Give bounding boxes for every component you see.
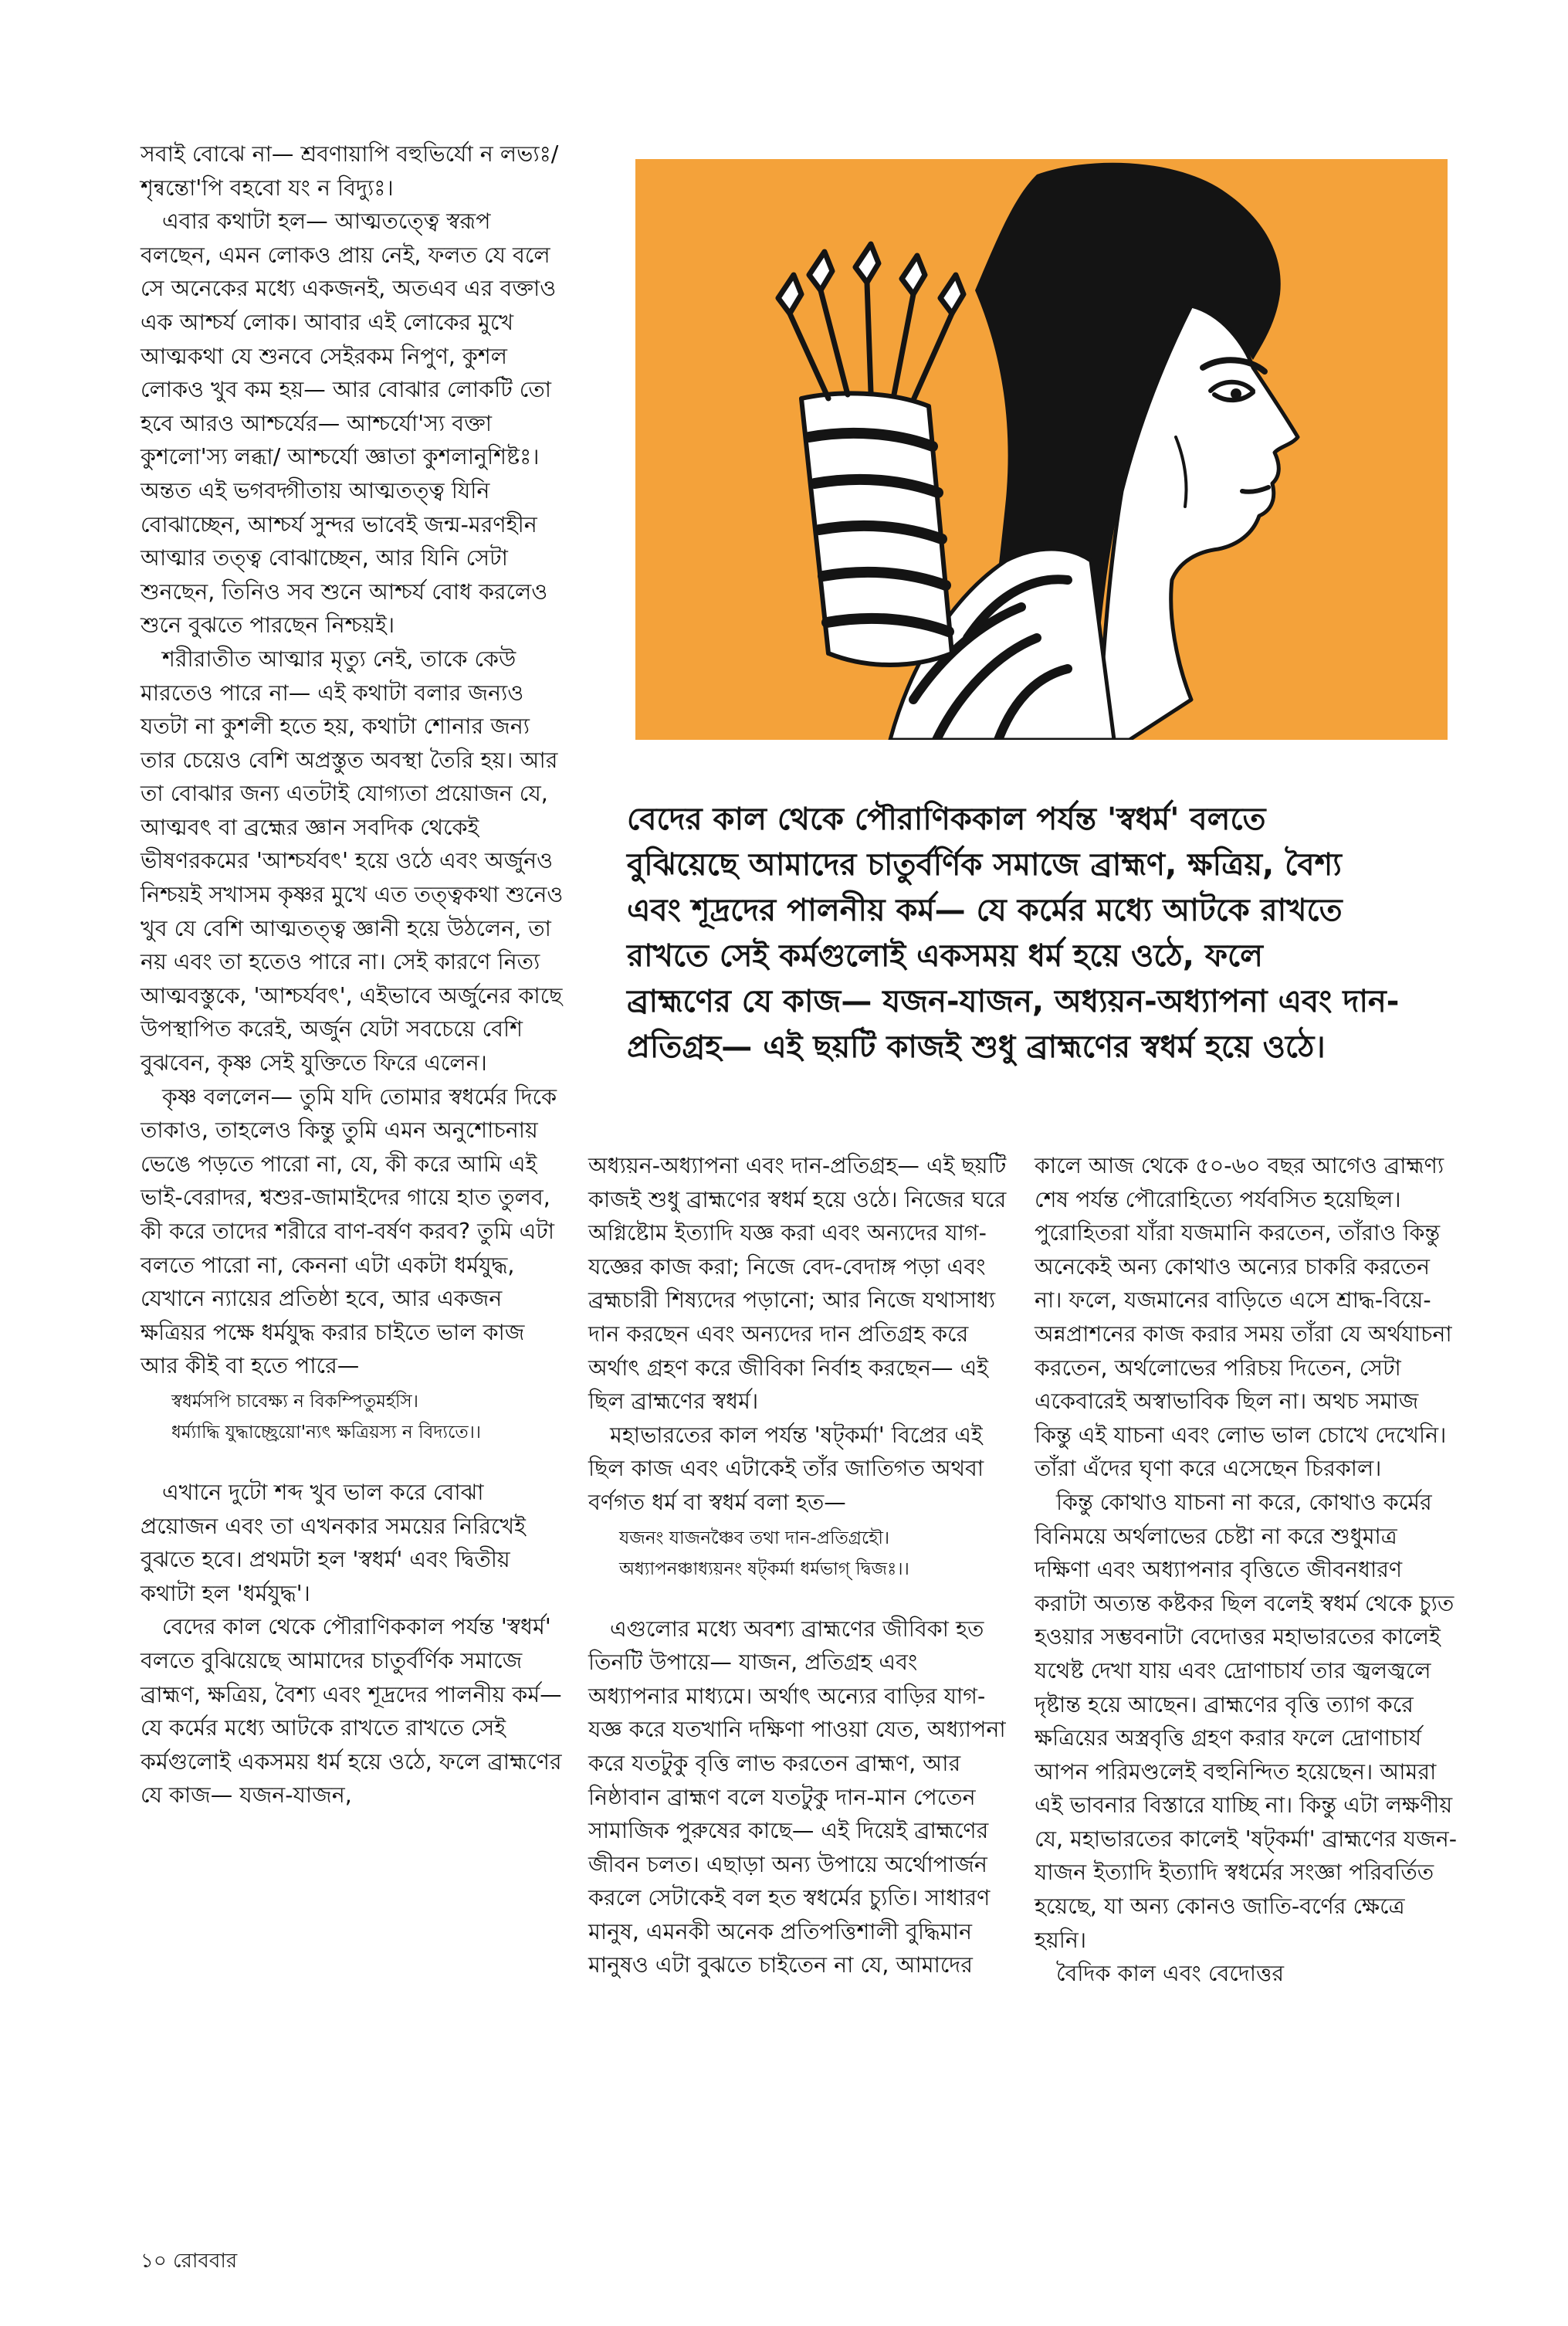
verse-line: ধর্ম্যাদ্ধি যুদ্ধাচ্ছ্রেয়ো'ন্যৎ ক্ষত্রিয়স্য ন বিদ্যতে।। bbox=[171, 1422, 482, 1443]
paragraph: এগুলোর মধ্যে অবশ্য ব্রাহ্মণের জীবিকা হত তিনটি উপায়ে— যাজন, প্রতিগ্রহ এবং অধ্যাপনার মাধ্যমে। অর্থাৎ অন্যের বাড়ির যাগ-যজ্ঞ করে যতখানি দক্ষিণা পাওয়া যেত, অধ্যাপনা করে যতটুকু বৃত্তি লাভ করতেন ব্রাহ্মণ, আর নিষ্ঠাবান ব্রাহ্মণ বলে যতটুকু দান-মান পেতেন সামাজিক পুরুষের কাছে— এই দিয়েই ব্রাহ্মণের জীবন চলত। এছাড়া অন্য উপায়ে অর্থোপার্জন করলে সেটাকেই বল হত স্বধর্মের চ্যুতি। সাধারণ মানুষ, এমনকী অনেক প্রতিপত্তিশালী বুদ্ধিমান মানুষও এটা বুঝতে চাইতেন না যে, আমাদের bbox=[588, 1616, 1006, 1978]
pull-quote bbox=[627, 797, 1476, 1070]
paragraph: কৃষ্ণ বললেন— তুমি যদি তোমার স্বধর্মের দিকে তাকাও, তাহলেও কিন্তু তুমি এমন অনুশোচনায় ভেঙে পড়তে পারো না, যে, কী করে আমি এই ভাই-বেরাদর, শ্বশুর-জামাইদের গায়ে হাত তুলব, কী করে তাদের শরীরে বাণ-বর্ষণ করব? তুমি এটা বলতে পারো না, কেননা এটা একটা ধর্মযুদ্ধ, যেখানে ন্যায়ের প্রতিষ্ঠা হবে, আর একজন ক্ষত্রিয়র পক্ষে ধর্মযুদ্ধ করার চাইতে ভাল কাজ আর কীই বা হতে পারে— bbox=[141, 1083, 557, 1379]
pupil bbox=[1231, 388, 1241, 399]
pull-quote-line: রাখতে সেই কর্মগুলোই একসময় ধর্ম হয়ে ওঠে, ফলে bbox=[627, 938, 1263, 974]
pull-quote-line: বুঝিয়েছে আমাদের চাতুর্বর্ণিক সমাজে ব্রাহ্মণ, ক্ষত্রিয়, বৈশ্য bbox=[627, 847, 1342, 883]
paragraph: এখানে দুটো শব্দ খুব ভাল করে বোঝা প্রয়োজন এবং তা এখনকার সময়ের নিরিখেই বুঝতে হবে। প্রথমটা হল 'স্বধর্ম' এবং দ্বিতীয় কথাটা হল 'ধর্মযুদ্ধ'। bbox=[141, 1479, 526, 1606]
paragraph: সবাই বোঝে না— শ্রবণায়াপি বহুভির্যো ন লভ্যঃ/ শৃন্বন্তো'পি বহবো যং ন বিদ্যুঃ। bbox=[141, 141, 559, 201]
pull-quote-line: এবং শূদ্রদের পালনীয় কর্ম— যে কর্মের মধ্যে আটকে রাখতে bbox=[627, 893, 1343, 928]
left-column bbox=[141, 137, 564, 1812]
paragraph: কিন্তু কোথাও যাচনা না করে, কোথাও কর্মের বিনিময়ে অর্থলাভের চেষ্টা না করে শুধুমাত্র দক্ষিণা এবং অধ্যাপনার বৃত্তিতে জীবনধারণ করাটা অত্যন্ত কষ্টকর ছিল বলেই স্বধর্ম থেকে চ্যুত হওয়ার সম্ভবনাটা বেদোত্তর মহাভারতের কালেই যথেষ্ট দেখা যায় এবং দ্রোণাচার্য তার জ্বলজ্বলে দৃষ্টান্ত হয়ে আছেন। ব্রাহ্মণের বৃত্তি ত্যাগ করে ক্ষত্রিয়ের অস্ত্রবৃত্তি গ্রহণ করার ফলে দ্রোণাচার্য আপন পরিমণ্ডলেই বহুনিন্দিত হয়েছেন। আমরা এই ভাবনার বিস্তারে যাচ্ছি না। কিন্তু এটা লক্ষণীয় যে, মহাভারতের কালেই 'ষট্‌কর্মা' ব্রাহ্মণের যজন-যাজন ইত্যাদি ইত্যাদি স্বধর্মের সংজ্ঞা পরিবর্তিত হয়েছে, যা অন্য কোনও জাতি-বর্ণের ক্ষেত্রে হয়নি। bbox=[1035, 1489, 1458, 1953]
paragraph: বৈদিক কাল এবং বেদোত্তর bbox=[1056, 1961, 1285, 1987]
paragraph: অধ্যয়ন-অধ্যাপনা এবং দান-প্রতিগ্রহ— এই ছয়টি কাজই শুধু ব্রাহ্মণের স্বধর্ম হয়ে ওঠে। নিজের ঘরে অগ্নিষ্টোম ইত্যাদি যজ্ঞ করা এবং অন্যদের যাগ-যজ্ঞের কাজ করা; নিজে বেদ-বেদাঙ্গ পড়া এবং ব্রহ্মচারী শিষ্যদের পড়ানো; আর নিজে যথাসাধ্য দান করছেন এবং অন্যদের দান প্রতিগ্রহ করে অর্থাৎ গ্রহণ করে জীবিকা নির্বাহ করছেন— এই ছিল ব্রাহ্মণের স্বধর্ম। bbox=[588, 1153, 1007, 1415]
pull-quote-line: প্রতিগ্রহ— এই ছয়টি কাজই শুধু ব্রাহ্মণের স্বধর্ম হয়ে ওঠে। bbox=[627, 1029, 1326, 1065]
illustration-archer-woman bbox=[635, 159, 1448, 740]
pull-quote-line: ব্রাহ্মণের যে কাজ— যজন-যাজন, অধ্যয়ন-অধ্যাপনা এবং দান- bbox=[627, 984, 1400, 1019]
pull-quote-line: বেদের কাল থেকে পৌরাণিককাল পর্যন্ত 'স্বধর্ম' বলতে bbox=[627, 802, 1266, 837]
page-folio: ১০ রোববার bbox=[141, 2250, 238, 2273]
paragraph: মহাভারতের কাল পর্যন্ত 'ষট্‌কর্মা' বিপ্রের এই ছিল কাজ এবং এটাকেই তাঁর জাতিগত অথবা বর্ণগত ধর্ম বা স্বধর্ম বলা হত— bbox=[588, 1422, 984, 1515]
paragraph: শরীরাতীত আত্মার মৃত্যু নেই, তাকে কেউ মারতেও পারে না— এই কথাটা বলার জন্যও যতটা না কুশলী হতে হয়, কথাটা শোনার জন্য তার চেয়েও বেশি অপ্রস্তুত অবস্থা তৈরি হয়। আর তা বোঝার জন্য এতটাই যোগ্যতা প্রয়োজন যে, আত্মবৎ বা ব্রহ্মের জ্ঞান সবদিক থেকেই ভীষণরকমের 'আশ্চর্যবৎ' হয়ে ওঠে এবং অর্জুনও নিশ্চয়ই সখাসম কৃষ্ণর মুখে এত তত্ত্বকথা শুনেও খুব যে বেশি আত্মতত্ত্ব জ্ঞানী হয়ে উঠলেন, তা নয় এবং তা হতেও পারে না। সেই কারণে নিত্য আত্মবস্তুকে, 'আশ্চর্যবৎ', এইভাবে অর্জুনের কাছে উপস্থাপিত করেই, অর্জুন যেটা সবচেয়ে বেশি বুঝবেন, কৃষ্ণ সেই যুক্তিতে ফিরে এলেন। bbox=[141, 646, 564, 1077]
verse-line: অধ্যাপনঞ্চাধ্যয়নং ষট্‌কর্মা ধর্মভাগ্‌ দ্বিজঃ।। bbox=[619, 1558, 909, 1579]
verse-line: যজনং যাজনঞ্চৈব তথা দান-প্রতিগ্রহৌ। bbox=[619, 1527, 890, 1548]
middle-column bbox=[588, 1149, 1011, 1982]
verse-line: স্বধর্মসপি চাবেক্ষ্য ন বিকম্পিতুমর্হসি। bbox=[171, 1391, 418, 1412]
right-column bbox=[1035, 1149, 1458, 1991]
sanskrit-verse bbox=[171, 1386, 564, 1448]
paragraph: এবার কথাটা হল— আত্মতত্ত্বে স্বরূপ বলছেন, এমন লোকও প্রায় নেই, ফলত যে বলে সে অনেকের মধ্যে একজনই, অতএব এর বক্তাও এক আশ্চর্য লোক। আবার এই লোকের মুখে আত্মকথা যে শুনবে সেইরকম নিপুণ, কুশল লোকও খুব কম হয়— আর বোঝার লোকটি তো হবে আরও আশ্চর্যের— আশ্চর্যো'স্য বক্তা কুশলো'স্য লব্ধা/ আশ্চর্যো জ্ঞাতা কুশলানুশিষ্টঃ। অন্তত এই ভগবদ্গীতায় আত্মতত্ত্ব যিনি বোঝাচ্ছেন, আশ্চর্য সুন্দর ভাবেই জন্ম-মরণহীন আত্মার তত্ত্ব বোঝাচ্ছেন, আর যিনি সেটা শুনছেন, তিনিও সব শুনে আশ্চর্য বোধ করলেও শুনে বুঝতে পারছেন নিশ্চয়ই। bbox=[141, 209, 557, 639]
paragraph: বেদের কাল থেকে পৌরাণিককাল পর্যন্ত 'স্বধর্ম' বলতে বুঝিয়েছে আমাদের চাতুর্বর্ণিক সমাজে ব্রাহ্মণ, ক্ষত্রিয়, বৈশ্য এবং শূদ্রদের পালনীয় কর্ম— যে কর্মের মধ্যে আটকে রাখতে রাখতে সেই কর্মগুলোই একসময় ধর্ম হয়ে ওঠে, ফলে ব্রাহ্মণের যে কাজ— যজন-যাজন, bbox=[141, 1614, 562, 1809]
paragraph: কালে আজ থেকে ৫০-৬০ বছর আগেও ব্রাহ্মণ্য শেষ পর্যন্ত পৌরোহিত্যে পর্যবসিত হয়েছিল। পুরোহিতরা যাঁরা যজমানি করতেন, তাঁরাও কিন্তু অনেকেই অন্য কোথাও অন্যের চাকরি করতেন না। ফলে, যজমানের বাড়িতে এসে শ্রাদ্ধ-বিয়ে-অন্নপ্রাশনের কাজ করার সময় তাঁরা যে অর্থযাচনা করতেন, অর্থলোভের পরিচয় দিতেন, সেটা একেবারেই অস্বাভাবিক ছিল না। অথচ সমাজ কিন্তু এই যাচনা এবং লোভ ভাল চোখে দেখেনি। তাঁরা এঁদের ঘৃণা করে এসেছেন চিরকাল। bbox=[1035, 1153, 1452, 1482]
sanskrit-verse bbox=[619, 1523, 1011, 1585]
